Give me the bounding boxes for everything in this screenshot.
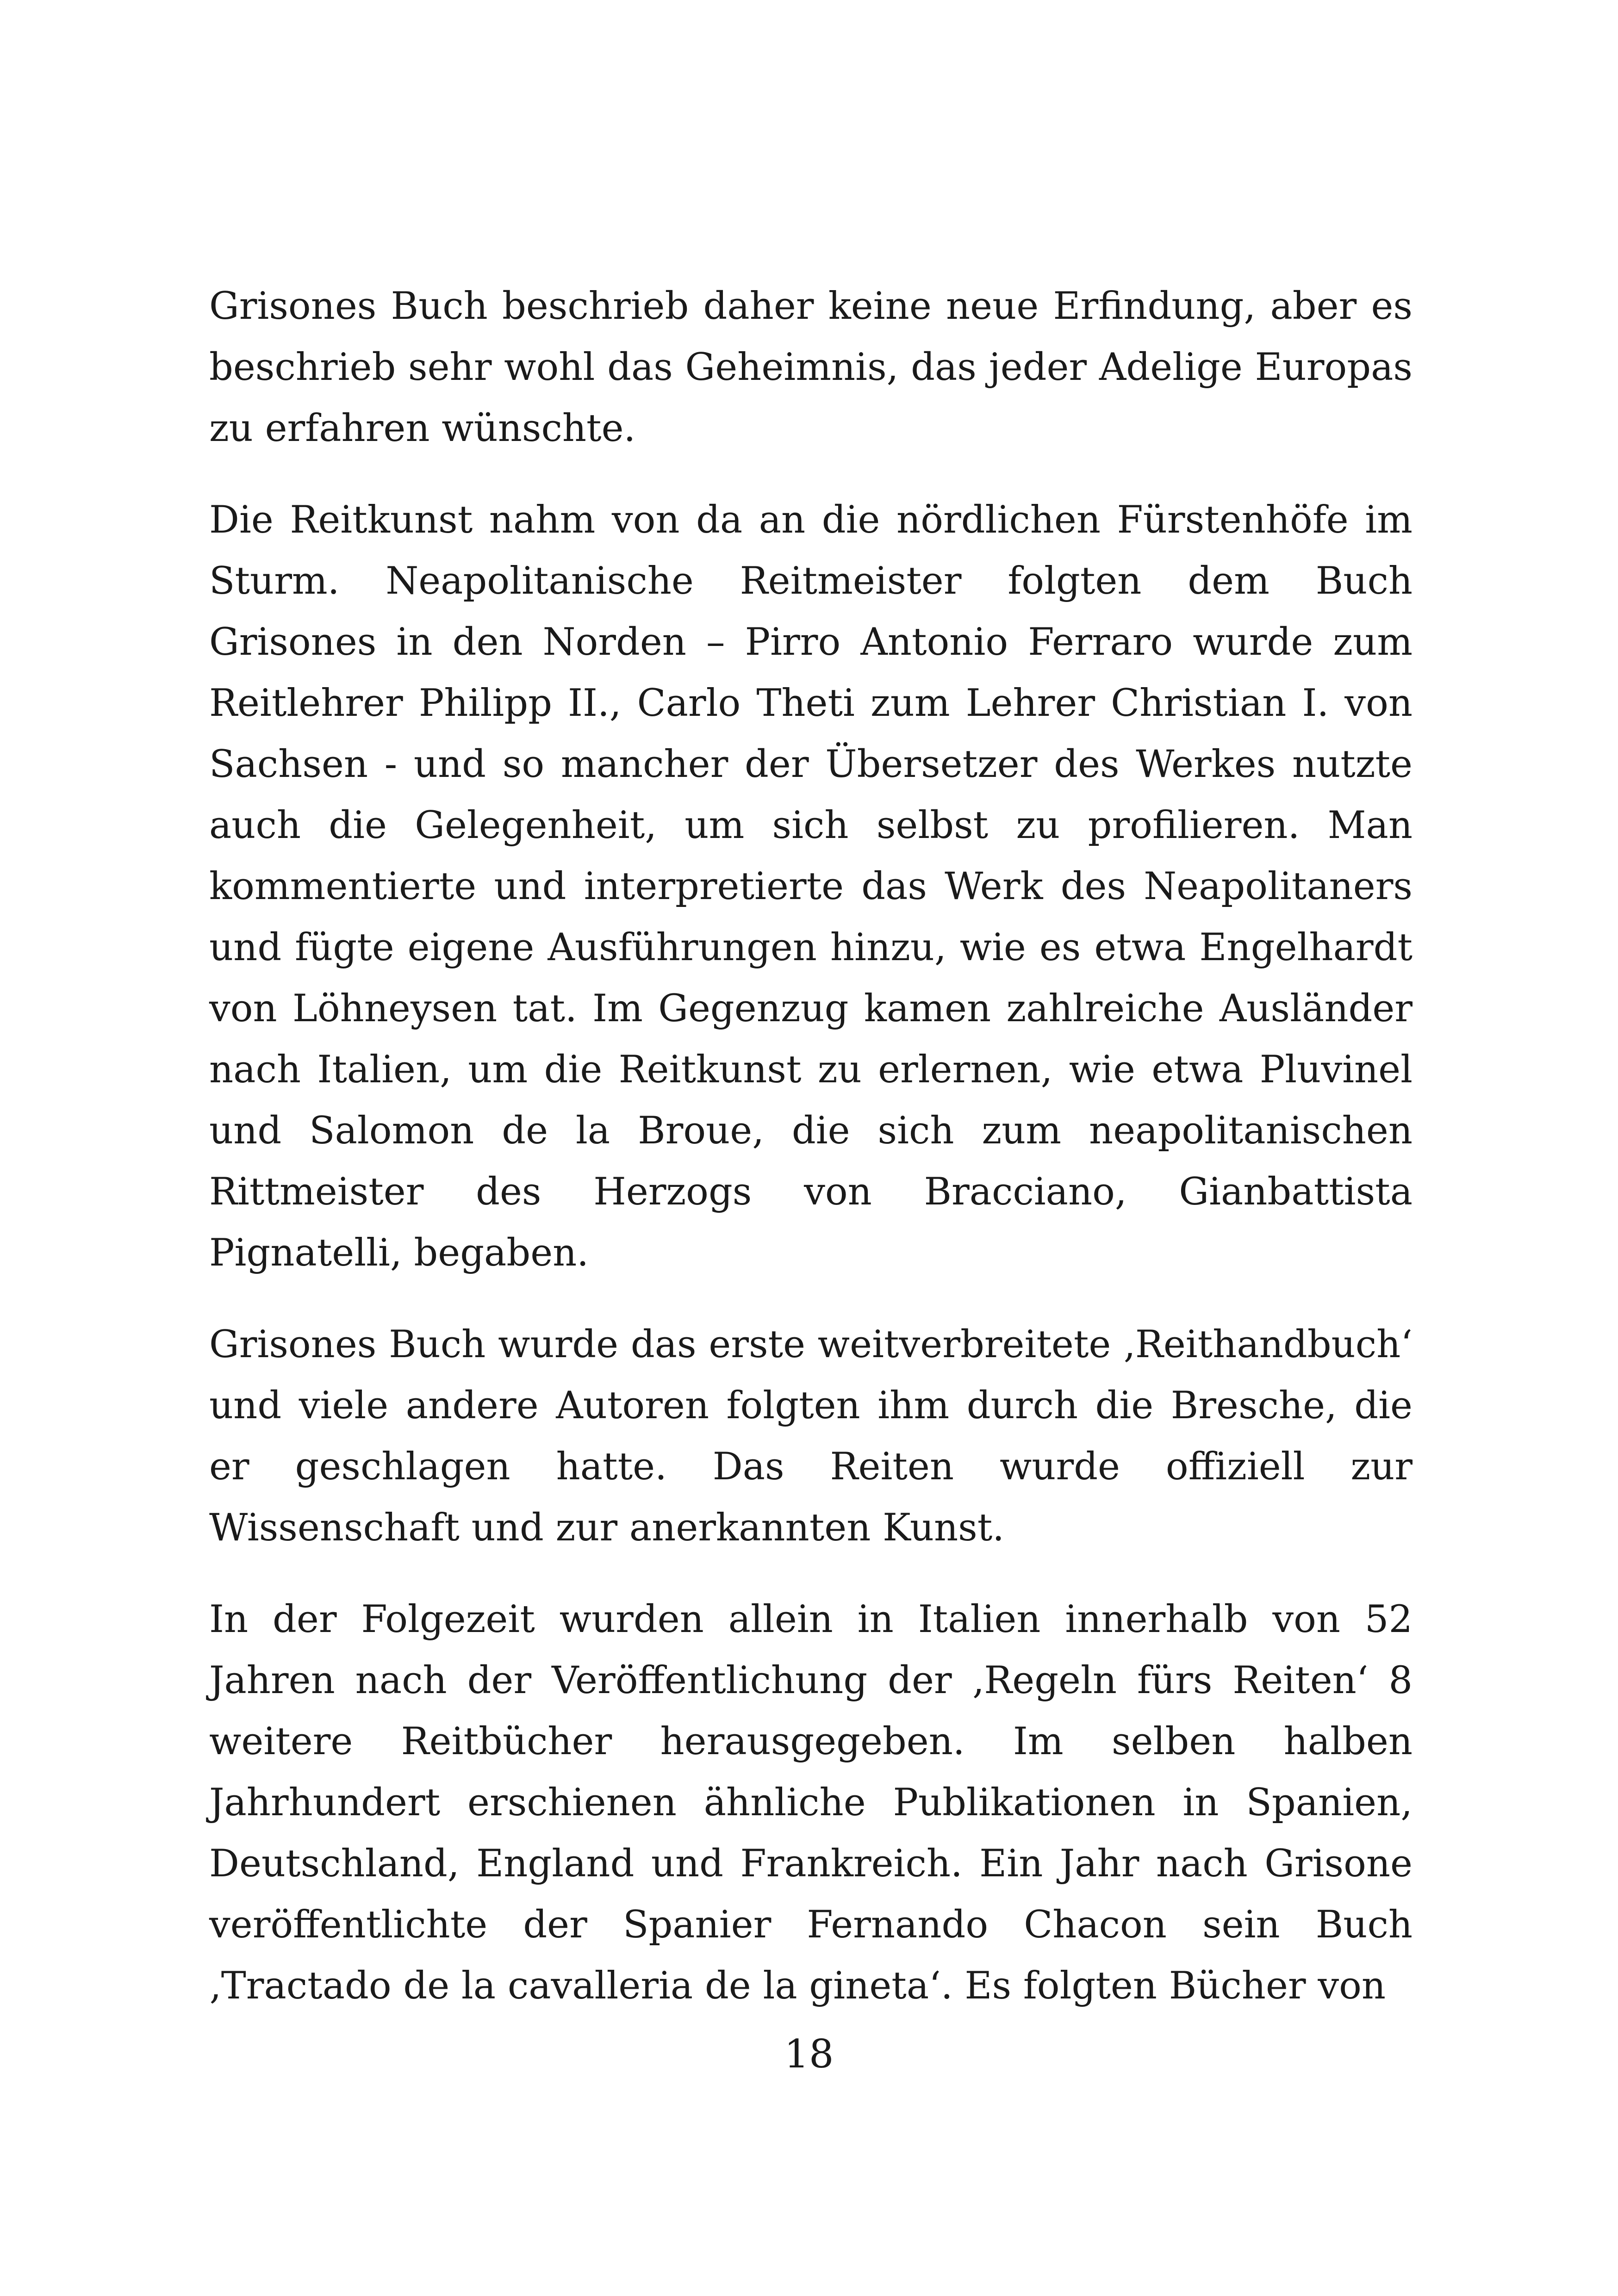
paragraph-3: Grisones Buch wurde das erste weitverbreitete ‚Reithandbuch‘ und viele andere Autoren folgten ihm durch die Bresche, die er geschlagen hatte. Das Reiten wurde offiziell zur Wissenschaft und zur anerkannten Kunst. bbox=[209, 1323, 1413, 1550]
page-number: 18 bbox=[784, 2031, 834, 2077]
body-text bbox=[209, 276, 1413, 2047]
paragraph-1: Grisones Buch beschrieb daher keine neue Erfindung, aber es beschrieb sehr wohl das Geheimnis, das jeder Adelige Europas zu erfahren wünschte. bbox=[209, 285, 1413, 450]
paragraph-2: Die Reitkunst nahm von da an die nördlichen Fürstenhöfe im Sturm. Neapolitanische Reitmeister folgten dem Buch Grisones in den Norden – Pirro Antonio Ferraro wurde zum Reitlehrer Philipp II., Carlo Theti zum Lehrer Christian I. von Sachsen - und so mancher der Übersetzer des Werkes nutzte auch die Gelegenheit, um sich selbst zu profilieren. Man kommentierte und interpretierte das Werk des Neapolitaners und fügte eigene Ausführungen hinzu, wie es etwa Engelhardt von Löhneysen tat. Im Gegenzug kamen zahlreiche Ausländer nach Italien, um die Reitkunst zu erlernen, wie etwa Pluvinel und Salomon de la Broue, die sich zum neapolitanischen Rittmeister des Herzogs von Bracciano, Gianbattista Pignatelli, begaben. bbox=[209, 498, 1413, 1275]
paragraph-4: In der Folgezeit wurden allein in Italien innerhalb von 52 Jahren nach der Veröffentlichung der ‚Regeln fürs Reiten‘ 8 weitere Reitbücher herausgegeben. Im selben halben Jahrhundert erschienen ähnliche Publikationen in Spanien, Deutschland, England und Frankreich. Ein Jahr nach Grisone veröffentlichte der Spanier Fernando Chacon sein Buch ‚Tractado de la cavalleria de la gineta‘. Es folgten Bücher von bbox=[209, 1598, 1413, 2008]
